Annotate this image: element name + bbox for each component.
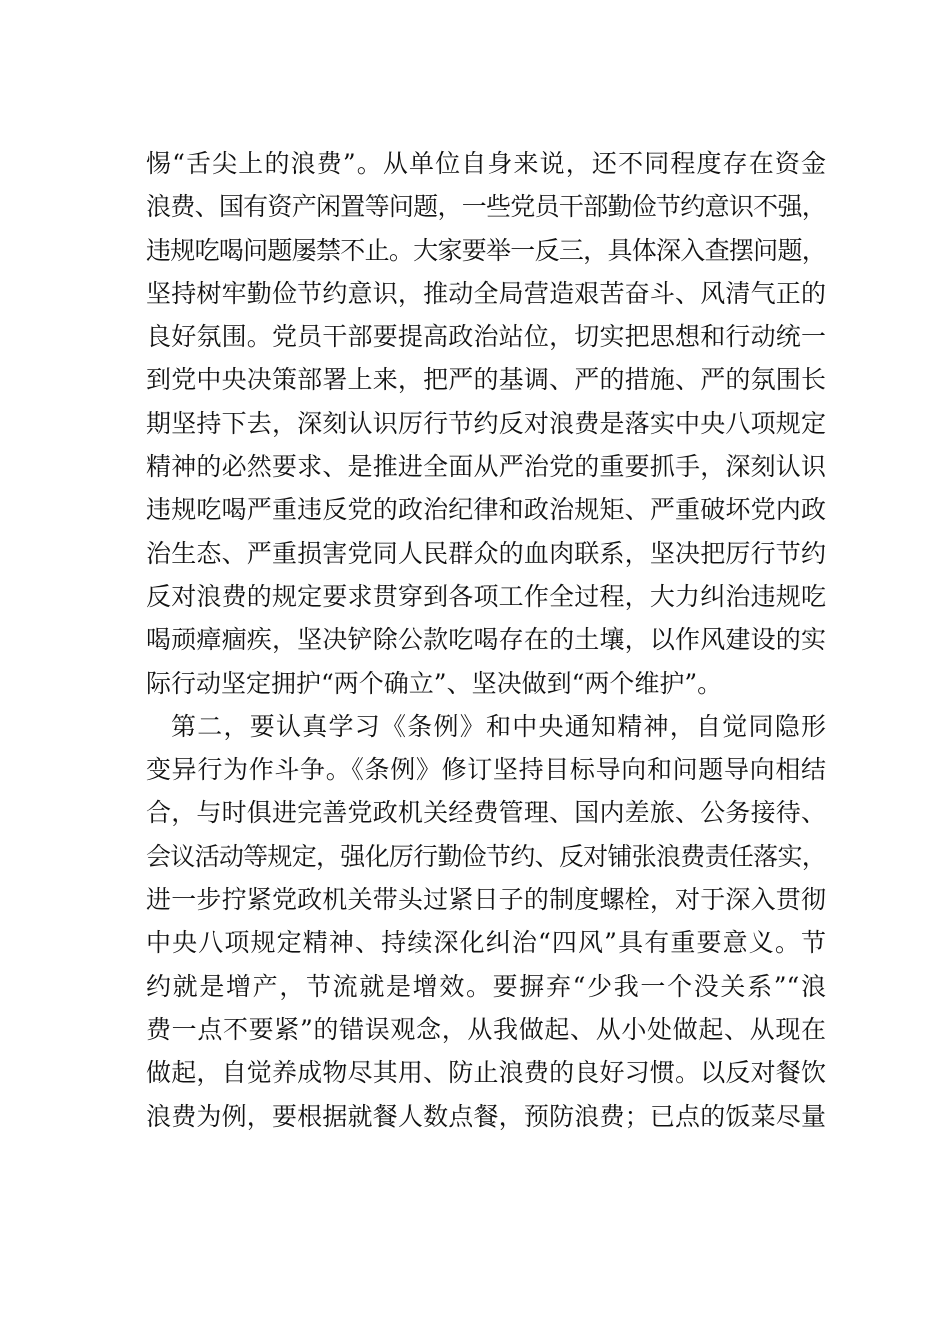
text-line: 违规吃喝严重违反党的政治纪律和政治规矩、严重破坏党内政 — [146, 495, 826, 525]
text-line: 反对浪费的规定要求贯穿到各项工作全过程，大力纠治违规吃 — [146, 581, 826, 611]
text-line: 做起，自觉养成物尽其用、防止浪费的良好习惯。以反对餐饮 — [146, 1058, 826, 1088]
text-line: 违规吃喝问题屡禁不止。大家要举一反三，具体深入查摆问题， — [146, 235, 826, 265]
text-line: 治生态、严重损害党同人民群众的血肉联系，坚决把厉行节约 — [146, 538, 826, 568]
text-line: 浪费为例，要根据就餐人数点餐，预防浪费；已点的饭菜尽量 — [146, 1101, 826, 1131]
body-text — [146, 142, 826, 1138]
text-line: 会议活动等规定，强化厉行勤俭节约、反对铺张浪费责任落实， — [146, 841, 826, 871]
text-line: 期坚持下去，深刻认识厉行节约反对浪费是落实中央八项规定 — [146, 408, 826, 438]
paragraph-start-line: 第二，要认真学习《条例》和中央通知精神，自觉同隐形 — [171, 711, 826, 741]
text-line: 合，与时俱进完善党政机关经费管理、国内差旅、公务接待、 — [146, 798, 826, 828]
text-line: 变异行为作斗争。《条例》修订坚持目标导向和问题导向相结 — [146, 755, 826, 785]
text-line: 浪费、国有资产闲置等问题，一些党员干部勤俭节约意识不强， — [146, 192, 826, 222]
text-line: 际行动坚定拥护“两个确立”、坚决做到“两个维护”。 — [146, 668, 723, 698]
text-line: 惕“舌尖上的浪费”。从单位自身来说，还不同程度存在资金 — [146, 149, 826, 178]
text-line: 喝顽瘴痼疾，坚决铲除公款吃喝存在的土壤，以作风建设的实 — [146, 625, 826, 655]
text-line: 坚持树牢勤俭节约意识，推动全局营造艰苦奋斗、风清气正的 — [146, 278, 826, 308]
text-line: 费一点不要紧”的错误观念，从我做起、从小处做起、从现在 — [146, 1014, 826, 1044]
text-line: 到党中央决策部署上来，把严的基调、严的措施、严的氛围长 — [146, 365, 826, 395]
text-line: 良好氛围。党员干部要提高政治站位，切实把思想和行动统一 — [146, 322, 826, 352]
text-line: 约就是增产，节流就是增效。要摒弃“少我一个没关系”“浪 — [146, 971, 826, 1001]
text-line: 进一步拧紧党政机关带头过紧日子的制度螺栓，对于深入贯彻 — [146, 885, 826, 915]
text-line: 中央八项规定精神、持续深化纠治“四风”具有重要意义。节 — [146, 928, 826, 958]
text-line: 精神的必然要求、是推进全面从严治党的重要抓手，深刻认识 — [146, 452, 826, 482]
